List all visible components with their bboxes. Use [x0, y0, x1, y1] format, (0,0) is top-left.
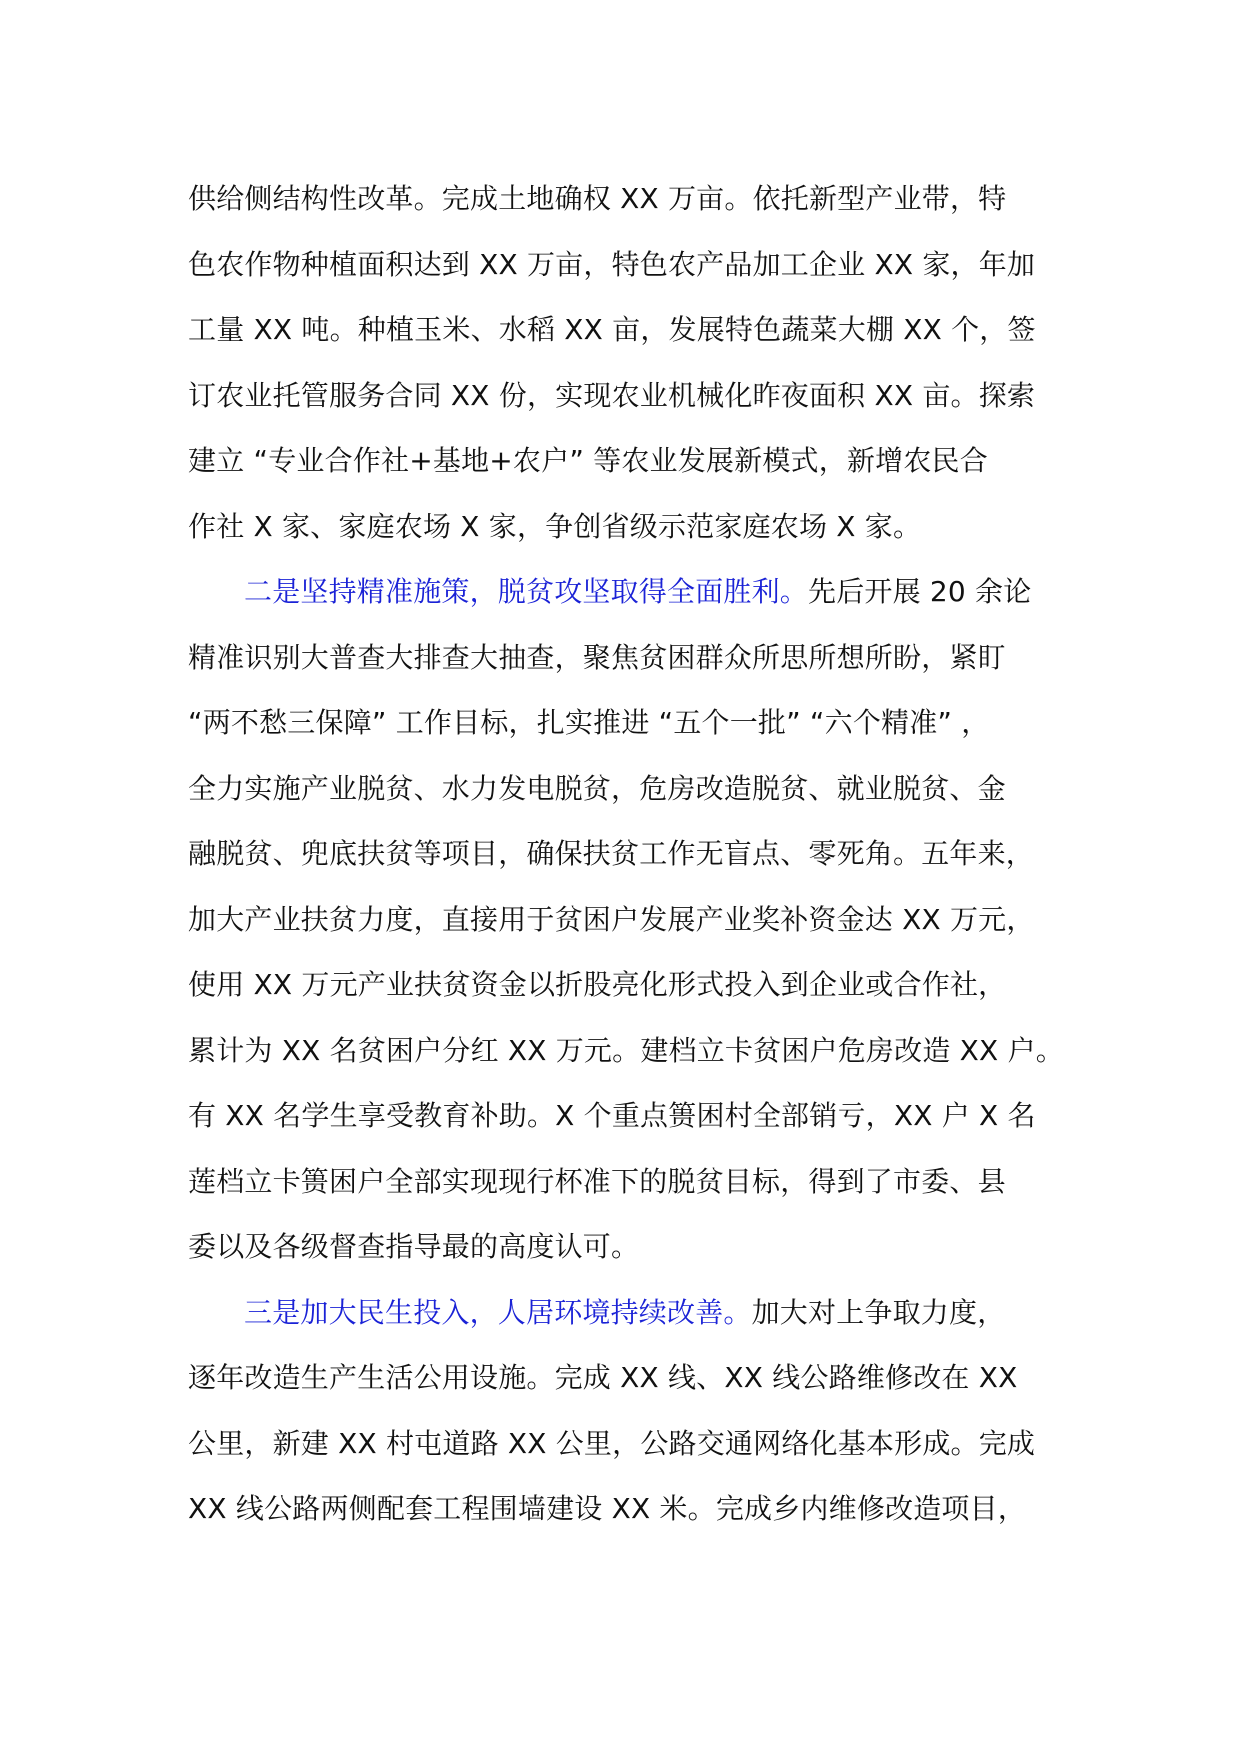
- section-heading-3: 三是加大民生投入，人居环境持续改善。: [244, 1295, 752, 1329]
- paragraph-agriculture: [188, 166, 1060, 559]
- text-line: 委以及各级督查指导最的高度认可。: [188, 1230, 640, 1263]
- text-line: 逐年改造生产生活公用设施。完成 XX 线、XX 线公路维修改在 XX: [188, 1361, 1018, 1394]
- paragraph-poverty-alleviation: [188, 559, 1064, 1280]
- text-line: 色农作物种植面积达到 XX 万亩，特色农产品加工企业 XX 家，年加: [188, 247, 1036, 281]
- text-line: 订农业托管服务合同 XX 份，实现农业机械化昨夜面积 XX 亩。探索: [188, 378, 1036, 412]
- text-line-first: [188, 559, 1060, 625]
- text-line: “两不愁三保障” 工作目标，扎实推进 “五个一批” “六个精准” ，: [188, 706, 990, 739]
- paragraph-livelihood: [188, 1280, 1060, 1542]
- text-line-first: [188, 1280, 1060, 1346]
- text-line: 公里，新建 XX 村屯道路 XX 公里，公路交通网络化基本形成。完成: [188, 1426, 1036, 1460]
- text-line: 使用 XX 万元产业扶贫资金以折股亮化形式投入到企业或合作社，: [188, 968, 1007, 1001]
- text-line: 融脱贫、兜底扶贫等项目，确保扶贫工作无盲点、零死角。五年来，: [188, 837, 1035, 870]
- text-line: 累计为 XX 名贫困户分红 XX 万元。建档立卡贫困户危房改造 XX 户。: [188, 1033, 1064, 1067]
- section-heading-2: 二是坚持精准施策，脱贫攻坚取得全面胜利。: [244, 575, 809, 608]
- text-line: 作社 X 家、家庭农场 X 家，争创省级示范家庭农场 X 家。: [188, 509, 922, 543]
- text-run: 加大对上争取力度，: [751, 1295, 1006, 1329]
- document-body: [188, 166, 1064, 1542]
- text-line: 加大产业扶贫力度，直接用于贫困户发展产业奖补资金达 XX 万元，: [188, 902, 1035, 936]
- text-line: 工量 XX 吨。种植玉米、水稻 XX 亩，发展特色蔬菜大棚 XX 个，签: [188, 313, 1036, 346]
- text-line: 莲档立卡篑困户全部实现现行杯准下的脱贫目标，得到了市委、县: [188, 1164, 1006, 1198]
- text-line: 有 XX 名学生享受教育补助。X 个重点篑困村全部销亏，XX 户 X 名: [188, 1099, 1036, 1132]
- text-line: 全力实施产业脱贫、水力发电脱贫，危房改造脱贫、就业脱贫、金: [188, 771, 1006, 805]
- text-line: 精准识别大普查大排查大抽查，聚焦贫困群众所思所想所盼，紧盯: [188, 640, 1006, 674]
- text-line: 建立 “专业合作社+基地+农户” 等农业发展新模式，新增农民合: [188, 444, 988, 477]
- text-line: XX 线公路两侧配套工程围墙建设 XX 米。完成乡内维修改造项目，: [188, 1492, 1027, 1525]
- text-line: 供给侧结构性改革。完成土地确权 XX 万亩。依托新型产业带，特: [188, 182, 1007, 215]
- text-run: 先后开展 20 余论: [808, 575, 1032, 608]
